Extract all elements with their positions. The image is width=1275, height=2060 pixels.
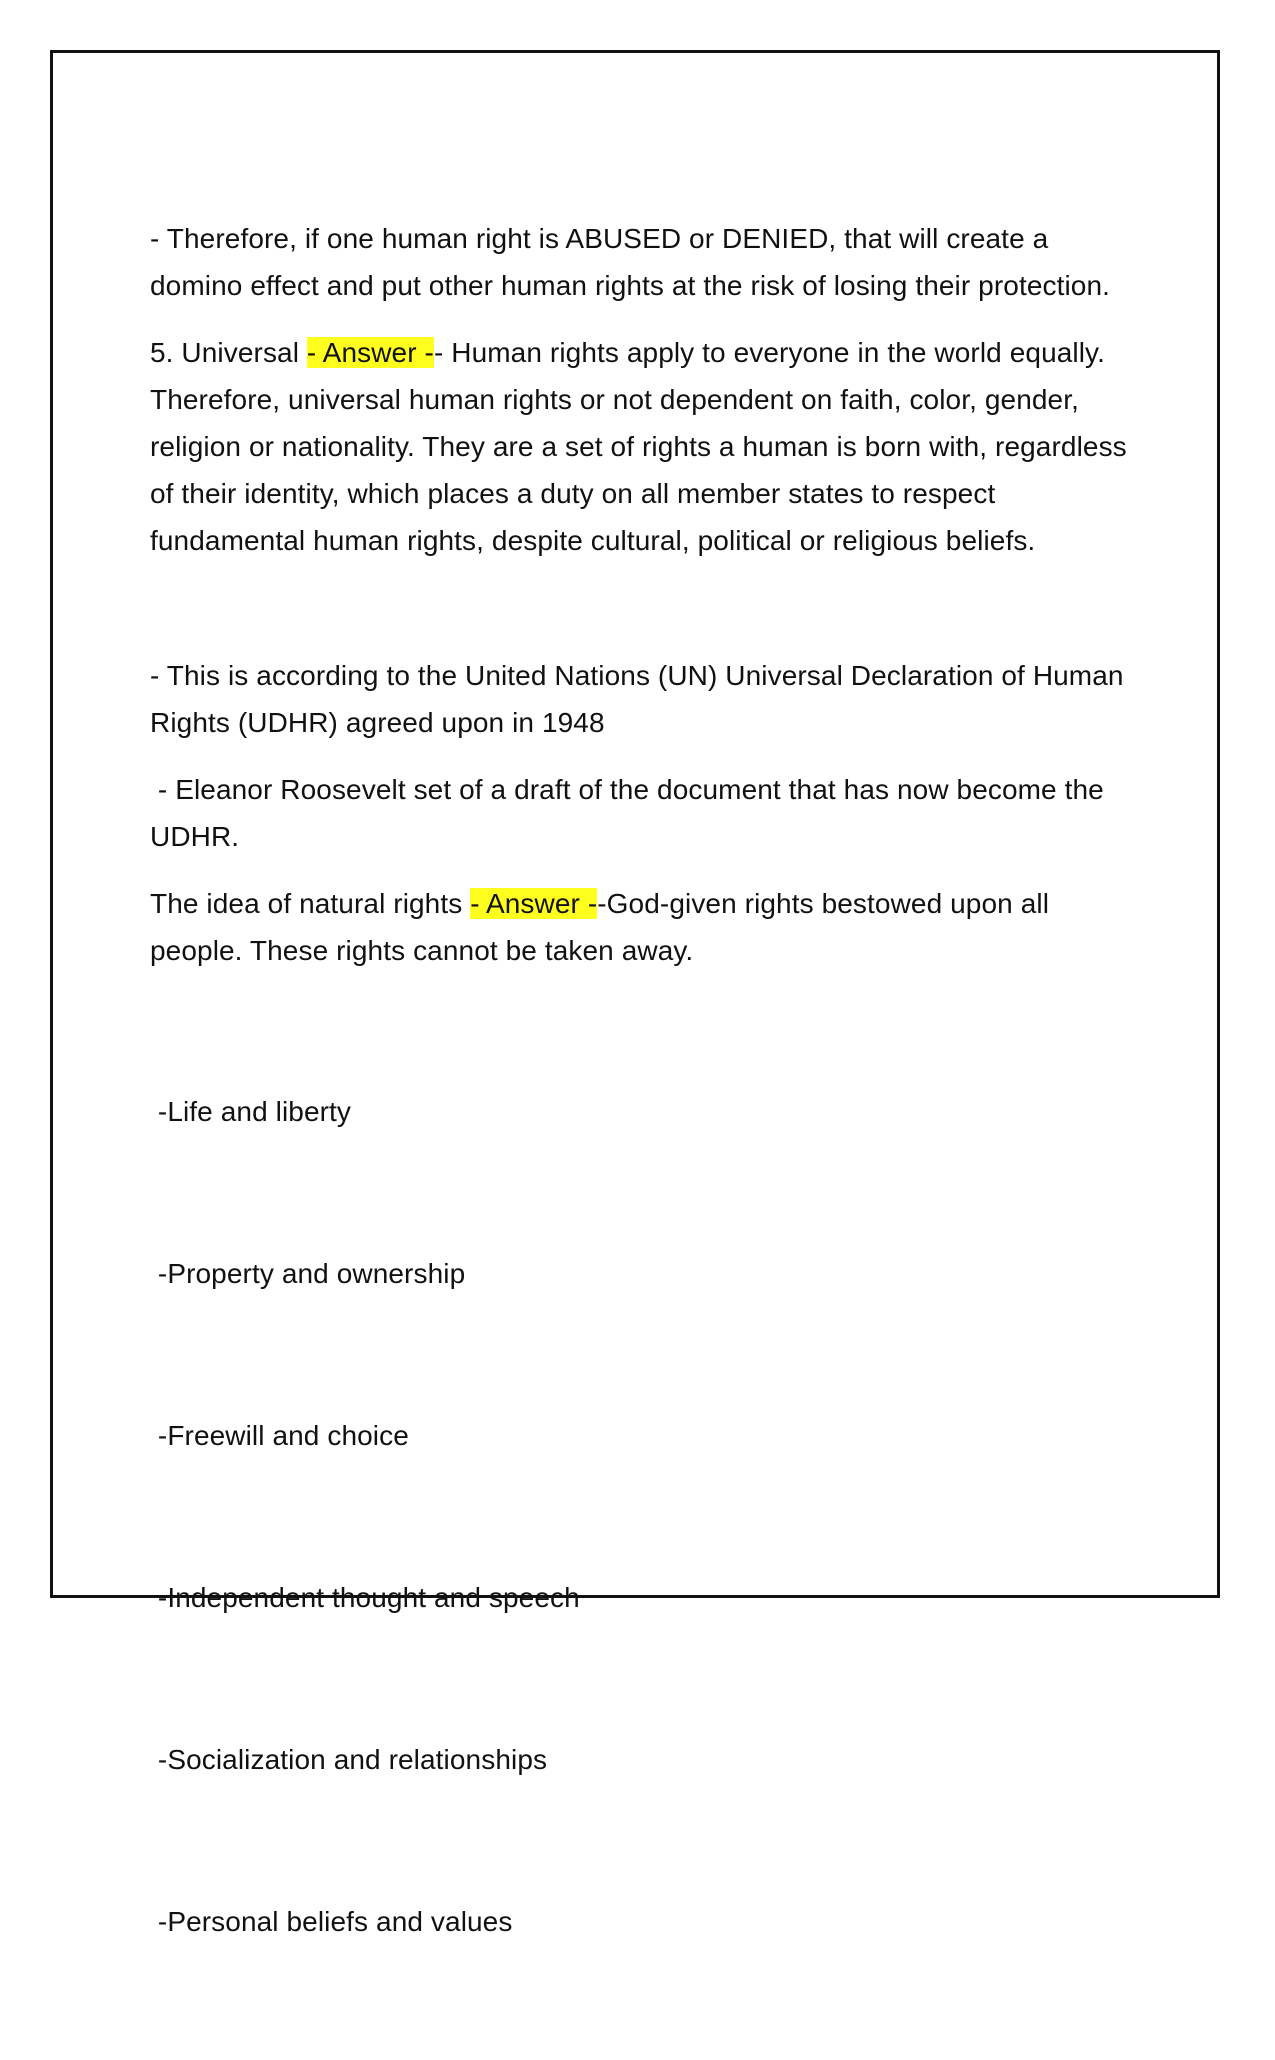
list-item: -Life and liberty <box>150 1096 352 1127</box>
paragraph-udhr: - This is according to the United Nations (UN) Universal Declaration of Human Rights (UDHR) agreed upon in 1948 <box>150 660 1124 738</box>
natural-rights-prefix: The idea of natural rights <box>150 888 471 919</box>
natural-rights-definition: -God-given rights bestowed upon all people. These rights cannot be taken away. <box>150 888 1050 966</box>
list-item: -Personal beliefs and values <box>150 1906 513 1937</box>
list-item: -Socialization and relationships <box>150 1744 548 1775</box>
paragraph-domino-effect: - Therefore, if one human right is ABUSED or DENIED, that will create a domino effect and put other human rights at the risk of losing their protection. <box>150 223 1111 301</box>
natural-rights-answer-highlight: - Answer - <box>470 888 598 919</box>
list-item: -Property and ownership <box>150 1258 466 1289</box>
document-body <box>150 215 1130 2060</box>
paragraph-eleanor-roosevelt: - Eleanor Roosevelt set of a draft of the document that has now become the UDHR. <box>150 774 1112 852</box>
paragraph-natural-rights <box>150 880 1130 974</box>
list-item: -Freewill and choice <box>150 1420 409 1451</box>
universal-answer-highlight: - Answer - <box>306 337 434 368</box>
universal-prefix: 5. Universal <box>150 337 307 368</box>
universal-definition: - Human rights apply to everyone in the world equally. Therefore, universal human rights or not dependent on faith, color, gender, religion or nationality. They are a set of rights a human is born with, regardless of their identity, which places a duty on all member states to respect fundamental human rights, despite cultural, political or religious beliefs. <box>150 337 1127 556</box>
list-item: -Independent thought and speech <box>150 1582 580 1613</box>
natural-rights-list <box>150 994 1130 2060</box>
paragraph-universal <box>150 329 1130 564</box>
